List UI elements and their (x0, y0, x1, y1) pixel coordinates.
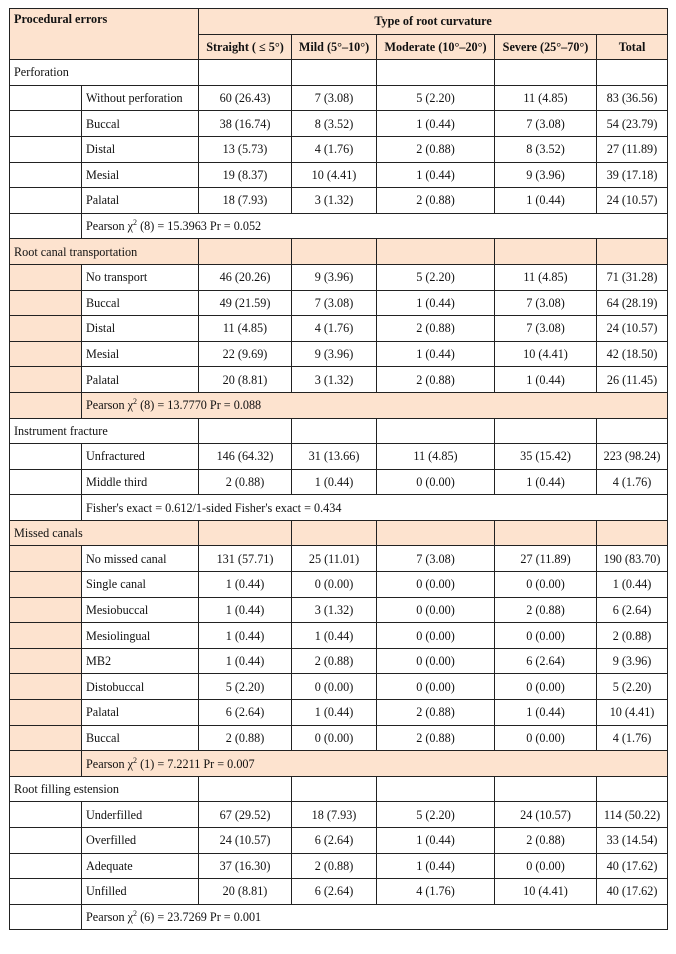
row-label: Mesiobuccal (82, 597, 199, 623)
statistic-superscript: 2 (133, 218, 138, 228)
procedural-errors-table (9, 8, 668, 930)
table-row (10, 597, 668, 623)
table-row (10, 85, 668, 111)
empty-cell (377, 520, 495, 546)
row-label: Palatal (82, 188, 199, 214)
value-cell: 31 (13.66) (292, 444, 377, 470)
statistic-row (10, 213, 668, 239)
table-row (10, 853, 668, 879)
value-cell: 1 (0.44) (377, 162, 495, 188)
value-cell: 60 (26.43) (199, 85, 292, 111)
column-header-moderate: Moderate (10°–20°) (377, 34, 495, 60)
row-label: Unfilled (82, 879, 199, 905)
value-cell: 25 (11.01) (292, 546, 377, 572)
statistic-label: Pearson χ (86, 910, 134, 925)
value-cell: 9 (3.96) (292, 264, 377, 290)
value-cell: 1 (0.44) (199, 623, 292, 649)
indent-cell (10, 85, 82, 111)
value-cell: 7 (3.08) (292, 290, 377, 316)
value-cell: 0 (0.00) (377, 572, 495, 598)
empty-cell (495, 60, 597, 86)
value-cell: 5 (2.20) (597, 674, 668, 700)
indent-cell (10, 828, 82, 854)
value-cell: 18 (7.93) (199, 188, 292, 214)
indent-cell (10, 623, 82, 649)
value-cell: 4 (1.76) (292, 316, 377, 342)
statistic-superscript: 2 (133, 397, 138, 407)
value-cell: 83 (36.56) (597, 85, 668, 111)
value-cell: 6 (2.64) (597, 597, 668, 623)
value-cell: 0 (0.00) (292, 725, 377, 751)
value-cell: 8 (3.52) (292, 111, 377, 137)
indent-cell (10, 802, 82, 828)
value-cell: 1 (0.44) (199, 572, 292, 598)
value-cell: 7 (3.08) (495, 290, 597, 316)
value-cell: 223 (98.24) (597, 444, 668, 470)
indent-cell (10, 264, 82, 290)
value-cell: 4 (1.76) (597, 469, 668, 495)
value-cell: 1 (0.44) (377, 290, 495, 316)
value-cell: 9 (3.96) (597, 648, 668, 674)
value-cell: 10 (4.41) (292, 162, 377, 188)
value-cell: 1 (0.44) (597, 572, 668, 598)
statistic-text (82, 392, 668, 418)
value-cell: 24 (10.57) (597, 188, 668, 214)
empty-cell (199, 60, 292, 86)
empty-cell (292, 776, 377, 802)
header-row-top (10, 9, 668, 35)
statistic-text (82, 213, 668, 239)
column-header-severe: Severe (25°–70°) (495, 34, 597, 60)
value-cell: 11 (4.85) (495, 264, 597, 290)
value-cell: 4 (1.76) (597, 725, 668, 751)
statistic-text (82, 751, 668, 777)
table-row (10, 264, 668, 290)
value-cell: 1 (0.44) (377, 853, 495, 879)
value-cell: 1 (0.44) (199, 597, 292, 623)
table-row (10, 828, 668, 854)
empty-cell (199, 239, 292, 265)
indent-cell (10, 392, 82, 418)
statistic-value: (1) = 7.2211 Pr = 0.007 (137, 756, 255, 771)
table-row (10, 700, 668, 726)
statistic-text (82, 495, 668, 521)
value-cell: 27 (11.89) (495, 546, 597, 572)
value-cell: 5 (2.20) (377, 85, 495, 111)
statistic-label: Pearson χ (86, 398, 134, 413)
statistic-text (82, 904, 668, 930)
value-cell: 0 (0.00) (495, 674, 597, 700)
value-cell: 0 (0.00) (495, 572, 597, 598)
value-cell: 0 (0.00) (292, 572, 377, 598)
value-cell: 24 (10.57) (495, 802, 597, 828)
value-cell: 146 (64.32) (199, 444, 292, 470)
row-label: Buccal (82, 725, 199, 751)
table-row (10, 725, 668, 751)
row-label: Adequate (82, 853, 199, 879)
row-label: Buccal (82, 111, 199, 137)
value-cell: 8 (3.52) (495, 136, 597, 162)
indent-cell (10, 213, 82, 239)
table-row (10, 290, 668, 316)
table-row (10, 879, 668, 905)
empty-cell (495, 776, 597, 802)
indent-cell (10, 367, 82, 393)
value-cell: 1 (0.44) (495, 188, 597, 214)
indent-cell (10, 648, 82, 674)
table-row (10, 188, 668, 214)
value-cell: 67 (29.52) (199, 802, 292, 828)
value-cell: 9 (3.96) (495, 162, 597, 188)
value-cell: 2 (0.88) (495, 828, 597, 854)
value-cell: 190 (83.70) (597, 546, 668, 572)
statistic-superscript: 2 (133, 755, 138, 765)
statistic-row (10, 904, 668, 930)
empty-cell (292, 60, 377, 86)
empty-cell (377, 239, 495, 265)
value-cell: 54 (23.79) (597, 111, 668, 137)
indent-cell (10, 290, 82, 316)
section-title-row (10, 239, 668, 265)
table-row (10, 674, 668, 700)
value-cell: 2 (0.88) (199, 469, 292, 495)
value-cell: 39 (17.18) (597, 162, 668, 188)
row-label: Distal (82, 136, 199, 162)
indent-cell (10, 444, 82, 470)
value-cell: 4 (1.76) (377, 879, 495, 905)
header-corner: Procedural errors (10, 9, 199, 60)
row-label: Buccal (82, 290, 199, 316)
value-cell: 6 (2.64) (292, 828, 377, 854)
statistic-superscript: 2 (133, 909, 138, 919)
value-cell: 0 (0.00) (495, 853, 597, 879)
value-cell: 0 (0.00) (377, 623, 495, 649)
value-cell: 49 (21.59) (199, 290, 292, 316)
table-row (10, 802, 668, 828)
row-label: Unfractured (82, 444, 199, 470)
empty-cell (199, 776, 292, 802)
column-header-mild: Mild (5°–10°) (292, 34, 377, 60)
empty-cell (597, 418, 668, 444)
row-label: No transport (82, 264, 199, 290)
row-label: Palatal (82, 367, 199, 393)
table-row (10, 367, 668, 393)
value-cell: 2 (0.88) (377, 188, 495, 214)
statistic-value: (8) = 13.7770 Pr = 0.088 (137, 398, 262, 413)
value-cell: 2 (0.88) (292, 853, 377, 879)
indent-cell (10, 674, 82, 700)
value-cell: 64 (28.19) (597, 290, 668, 316)
value-cell: 7 (3.08) (495, 111, 597, 137)
empty-cell (292, 520, 377, 546)
value-cell: 18 (7.93) (292, 802, 377, 828)
value-cell: 2 (0.88) (495, 597, 597, 623)
row-label: Mesiolingual (82, 623, 199, 649)
value-cell: 7 (3.08) (377, 546, 495, 572)
value-cell: 10 (4.41) (597, 700, 668, 726)
indent-cell (10, 597, 82, 623)
value-cell: 1 (0.44) (377, 111, 495, 137)
table-row (10, 162, 668, 188)
value-cell: 2 (0.88) (377, 367, 495, 393)
empty-cell (377, 60, 495, 86)
value-cell: 11 (4.85) (495, 85, 597, 111)
value-cell: 0 (0.00) (377, 469, 495, 495)
value-cell: 0 (0.00) (377, 674, 495, 700)
table-row (10, 444, 668, 470)
value-cell: 24 (10.57) (597, 316, 668, 342)
table-row (10, 572, 668, 598)
value-cell: 40 (17.62) (597, 853, 668, 879)
value-cell: 9 (3.96) (292, 341, 377, 367)
empty-cell (495, 418, 597, 444)
row-label: Middle third (82, 469, 199, 495)
row-label: Without perforation (82, 85, 199, 111)
indent-cell (10, 495, 82, 521)
table-container (9, 8, 668, 930)
statistic-label: Pearson χ (86, 219, 134, 234)
row-label: Distal (82, 316, 199, 342)
section-title: Root canal transportation (10, 239, 199, 265)
value-cell: 40 (17.62) (597, 879, 668, 905)
row-label: Single canal (82, 572, 199, 598)
indent-cell (10, 751, 82, 777)
header-group: Type of root curvature (199, 9, 668, 35)
value-cell: 1 (0.44) (292, 469, 377, 495)
indent-cell (10, 879, 82, 905)
empty-cell (377, 776, 495, 802)
value-cell: 0 (0.00) (377, 597, 495, 623)
section-title: Instrument fracture (10, 418, 199, 444)
value-cell: 13 (5.73) (199, 136, 292, 162)
value-cell: 131 (57.71) (199, 546, 292, 572)
indent-cell (10, 136, 82, 162)
value-cell: 5 (2.20) (377, 802, 495, 828)
value-cell: 10 (4.41) (495, 341, 597, 367)
statistic-row (10, 495, 668, 521)
empty-cell (199, 418, 292, 444)
value-cell: 20 (8.81) (199, 367, 292, 393)
row-label: Mesial (82, 162, 199, 188)
value-cell: 4 (1.76) (292, 136, 377, 162)
indent-cell (10, 469, 82, 495)
empty-cell (377, 418, 495, 444)
empty-cell (597, 60, 668, 86)
value-cell: 38 (16.74) (199, 111, 292, 137)
indent-cell (10, 341, 82, 367)
indent-cell (10, 188, 82, 214)
empty-cell (597, 776, 668, 802)
value-cell: 11 (4.85) (199, 316, 292, 342)
value-cell: 1 (0.44) (377, 341, 495, 367)
value-cell: 24 (10.57) (199, 828, 292, 854)
table-row (10, 623, 668, 649)
statistic-value: (6) = 23.7269 Pr = 0.001 (137, 910, 262, 925)
indent-cell (10, 572, 82, 598)
value-cell: 6 (2.64) (292, 879, 377, 905)
section-title: Root filling estension (10, 776, 199, 802)
empty-cell (199, 520, 292, 546)
indent-cell (10, 316, 82, 342)
value-cell: 10 (4.41) (495, 879, 597, 905)
value-cell: 3 (1.32) (292, 188, 377, 214)
table-row (10, 111, 668, 137)
row-label: Overfilled (82, 828, 199, 854)
empty-cell (597, 520, 668, 546)
row-label: Distobuccal (82, 674, 199, 700)
value-cell: 2 (0.88) (199, 725, 292, 751)
value-cell: 2 (0.88) (377, 700, 495, 726)
value-cell: 33 (14.54) (597, 828, 668, 854)
indent-cell (10, 111, 82, 137)
indent-cell (10, 162, 82, 188)
table-row (10, 316, 668, 342)
statistic-row (10, 751, 668, 777)
section-title-row (10, 520, 668, 546)
value-cell: 46 (20.26) (199, 264, 292, 290)
indent-cell (10, 725, 82, 751)
value-cell: 2 (0.88) (597, 623, 668, 649)
value-cell: 1 (0.44) (292, 700, 377, 726)
value-cell: 2 (0.88) (377, 316, 495, 342)
value-cell: 2 (0.88) (292, 648, 377, 674)
value-cell: 20 (8.81) (199, 879, 292, 905)
row-label: Palatal (82, 700, 199, 726)
value-cell: 3 (1.32) (292, 597, 377, 623)
value-cell: 22 (9.69) (199, 341, 292, 367)
row-label: MB2 (82, 648, 199, 674)
table-row (10, 648, 668, 674)
section-title-row (10, 60, 668, 86)
table-body (10, 60, 668, 930)
table-row (10, 341, 668, 367)
table-row (10, 546, 668, 572)
value-cell: 42 (18.50) (597, 341, 668, 367)
value-cell: 71 (31.28) (597, 264, 668, 290)
value-cell: 1 (0.44) (199, 648, 292, 674)
value-cell: 1 (0.44) (495, 700, 597, 726)
statistic-row (10, 392, 668, 418)
value-cell: 2 (0.88) (377, 136, 495, 162)
value-cell: 1 (0.44) (292, 623, 377, 649)
statistic-label: Pearson χ (86, 756, 134, 771)
empty-cell (495, 520, 597, 546)
value-cell: 19 (8.37) (199, 162, 292, 188)
value-cell: 0 (0.00) (495, 623, 597, 649)
value-cell: 114 (50.22) (597, 802, 668, 828)
empty-cell (292, 418, 377, 444)
value-cell: 37 (16.30) (199, 853, 292, 879)
table-row (10, 136, 668, 162)
empty-cell (495, 239, 597, 265)
value-cell: 27 (11.89) (597, 136, 668, 162)
value-cell: 1 (0.44) (495, 367, 597, 393)
row-label: No missed canal (82, 546, 199, 572)
value-cell: 6 (2.64) (495, 648, 597, 674)
indent-cell (10, 904, 82, 930)
empty-cell (292, 239, 377, 265)
value-cell: 0 (0.00) (292, 674, 377, 700)
statistic-label: Fisher's exact = 0.612/1-sided Fisher's exact = 0.434 (86, 500, 342, 515)
value-cell: 3 (1.32) (292, 367, 377, 393)
value-cell: 26 (11.45) (597, 367, 668, 393)
value-cell: 0 (0.00) (377, 648, 495, 674)
column-header-straight: Straight ( ≤ 5°) (199, 34, 292, 60)
value-cell: 2 (0.88) (377, 725, 495, 751)
column-header-total: Total (597, 34, 668, 60)
row-label: Underfilled (82, 802, 199, 828)
indent-cell (10, 546, 82, 572)
value-cell: 1 (0.44) (377, 828, 495, 854)
section-title: Missed canals (10, 520, 199, 546)
value-cell: 5 (2.20) (199, 674, 292, 700)
value-cell: 1 (0.44) (495, 469, 597, 495)
value-cell: 11 (4.85) (377, 444, 495, 470)
value-cell: 6 (2.64) (199, 700, 292, 726)
section-title-row (10, 776, 668, 802)
indent-cell (10, 700, 82, 726)
section-title-row (10, 418, 668, 444)
value-cell: 0 (0.00) (495, 725, 597, 751)
value-cell: 5 (2.20) (377, 264, 495, 290)
value-cell: 7 (3.08) (495, 316, 597, 342)
indent-cell (10, 853, 82, 879)
empty-cell (597, 239, 668, 265)
value-cell: 35 (15.42) (495, 444, 597, 470)
statistic-value: (8) = 15.3963 Pr = 0.052 (137, 219, 262, 234)
section-title: Perforation (10, 60, 199, 86)
row-label: Mesial (82, 341, 199, 367)
table-row (10, 469, 668, 495)
value-cell: 7 (3.08) (292, 85, 377, 111)
